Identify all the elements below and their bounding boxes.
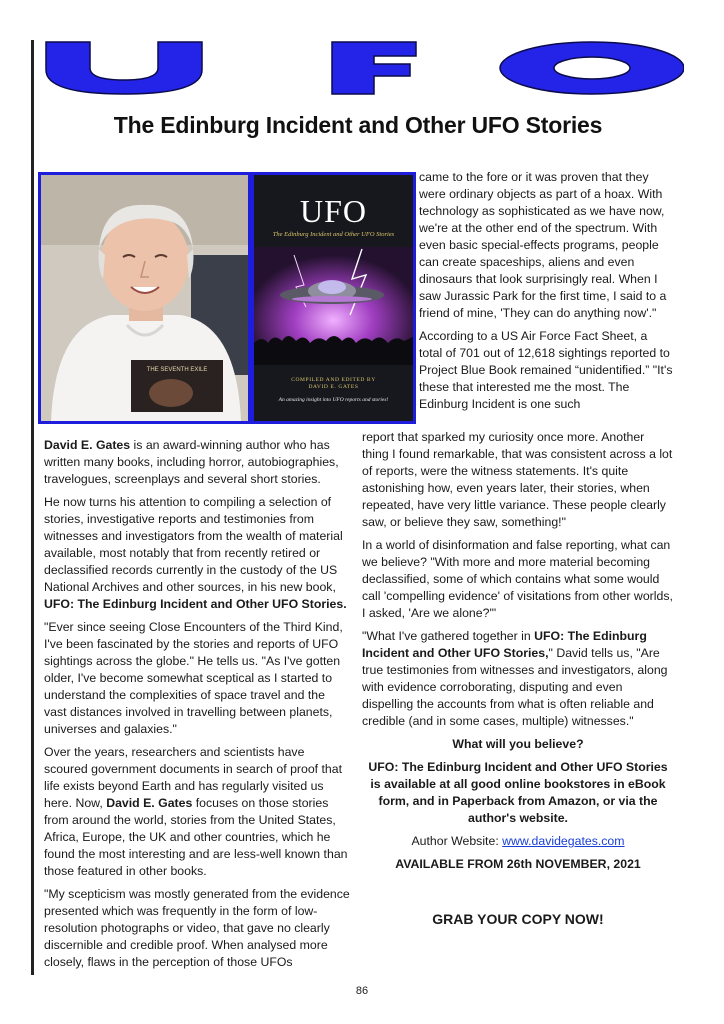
author-website-link[interactable]: www.davidegates.com [502, 834, 625, 848]
question-heading: What will you believe? [452, 737, 584, 751]
left-column [44, 437, 350, 977]
right-paragraph-1: report that sparked my curiosity once more. Another thing I found remarkable, that was consistent across a lot of reports, were the witness statements. It's quite astonishing how, even years later, their stories, when repeated, have very little variance. These people clearly saw, or believe they saw, something!" [362, 430, 673, 529]
left-paragraph-1-text: is an award-winning author who has written many books, including horror, autobiographies, travelogues, screenplays and several short stories. [44, 438, 339, 486]
right-paragraph-3 [362, 628, 674, 730]
release-date: AVAILABLE FROM 26th NOVEMBER, 2021 [395, 857, 641, 871]
right-paragraph-2: In a world of disinformation and false reporting, what can we believe? "With more and more material becoming declassified, some of which contains what some would call 'compelling evidence' of visitations from other worlds, I asked, 'Are we alone?'" [362, 538, 673, 620]
cover-tagline: An amazing insight into UFO reports and stories! [278, 397, 389, 403]
author-name: David E. Gates [44, 438, 131, 452]
wrap-column [419, 169, 673, 419]
call-to-action: GRAB YOUR COPY NOW! [432, 911, 604, 927]
left-paragraph-4-text-a: Over the years, researchers and scientists have scoured government documents in search of proof that life exists beyond Earth and has regularly visited us here. Now, [44, 745, 343, 810]
left-paragraph-2 [44, 494, 350, 613]
book-cover [251, 172, 416, 424]
cover-subtitle: The Edinburg Incident and Other UFO Stories [272, 231, 395, 238]
right-paragraph-3-text-a: "What I've gathered together in [362, 629, 535, 643]
shirt-print-text: THE SEVENTH EXILE [146, 367, 208, 373]
ufo-banner-graphic [44, 40, 684, 96]
left-paragraph-3: "Ever since seeing Close Encounters of the Third Kind, I've been fascinated by the stories and reports of UFO sightings across the globe." He tells us. "As I've gotten older, I've become somewhat sceptical as I started to understand the complexities of space travel and the vast distances involved in travelling between planets, universes and galaxies." [44, 620, 343, 736]
ufo-banner [44, 40, 684, 96]
left-paragraph-1 [44, 437, 350, 488]
page-number: 86 [355, 985, 369, 997]
banner-letter-o [500, 42, 684, 94]
wrap-paragraph-1: came to the fore or it was proven that they were ordinary objects as part of a hoax. With technology as sophisticated as we have now, we're at the other end of the spectrum. With even basic special-effects programs, people can create spaceships, aliens and even dinosaurs that look surprisingly real. When I saw Jurassic Park for the first time, I said to a friend of mine, 'They can do anything now'." [419, 170, 667, 320]
left-margin-rule [31, 40, 34, 975]
author-name-mention: David E. Gates [106, 796, 193, 810]
left-paragraph-2-text: He now turns his attention to compiling a selection of stories, investigative reports and testimonies from witnesses and investigators from the wealth of material available, most notably that from recently retired or declassified records currently in the custody of the US National Archives and other sources, in his new book, [44, 495, 343, 594]
right-column [362, 429, 674, 934]
author-photo [38, 172, 251, 424]
book-title-mention-2: UFO: The Edinburg Incident and Other UFO Stories, [362, 629, 647, 660]
right-paragraph-3-text-b: " David tells us, "Are true testimonies from witnesses and investigators, along with evidence corroborating, disputing and even dispelling the accounts from what is often reliable and credible (and in some cases, multiple) witnesses." [362, 646, 668, 728]
cover-title: UFO [299, 193, 367, 229]
cover-credit [254, 377, 413, 391]
cover-credit-line1: COMPILED AND EDITED BY [291, 377, 376, 383]
banner-letter-u [46, 42, 202, 94]
left-paragraph-5: "My scepticism was mostly generated from the evidence presented which was frequently in the form of low-resolution photographs or video, that gave no clearly discernible and credible proof. When analysed more closely, flaws in the perception of those UFOs [44, 887, 350, 969]
left-paragraph-4-text-b: focuses on those stories from around the world, stories from the United States, Africa, Europe, the UK and other countries, which he found the most interesting and are less-well known than those featured in other books. [44, 796, 348, 878]
wrap-paragraph-2: According to a US Air Force Fact Sheet, a total of 701 out of 12,618 sightings reported to Project Blue Book remained “unidentified.” "It's these that interested me the most. The Edinburg Incident is one such [419, 329, 673, 411]
article-headline: The Edinburg Incident and Other UFO Stories [113, 112, 603, 138]
author-website-line [362, 833, 674, 850]
banner-letter-f [332, 42, 416, 94]
author-website-label: Author Website: [411, 834, 503, 848]
book-title-mention: UFO: The Edinburg Incident and Other UFO Stories. [44, 597, 347, 611]
availability-note: UFO: The Edinburg Incident and Other UFO Stories is available at all good online bookstores in eBook form, and in Paperback from Amazon, or via the author's website. [368, 760, 668, 825]
author-photo-illustration [41, 175, 248, 421]
left-paragraph-4 [44, 744, 350, 880]
cover-credit-line2: DAVID E. GATES [308, 384, 359, 391]
